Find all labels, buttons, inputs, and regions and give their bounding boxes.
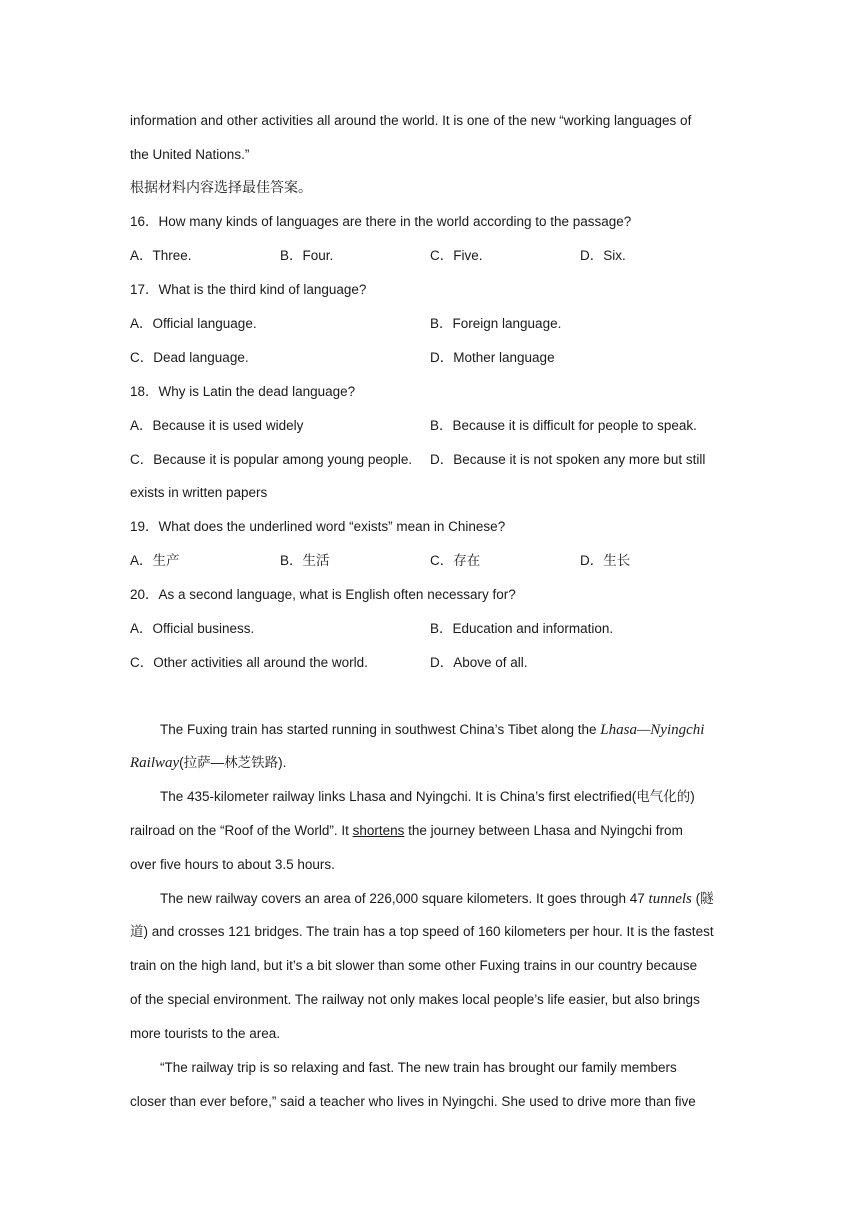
- q19-option-b: B．生活: [280, 553, 330, 568]
- passage-text: (隧: [691, 891, 714, 906]
- passage-p2-line-2: [130, 821, 683, 841]
- passage-text: the journey between Lhasa and Nyingchi from: [404, 823, 683, 838]
- question-19-stem: 19．What does the underlined word “exists” mean in Chinese?: [130, 519, 506, 534]
- q20-option-d: D．Above of all.: [430, 655, 528, 670]
- passage-p3-line-1: [160, 889, 714, 909]
- q16-option-c: C．Five.: [430, 248, 483, 263]
- passage-text: The new railway covers an area of 226,000 square kilometers. It goes through 47: [160, 891, 649, 906]
- passage-text: (拉萨—林芝铁路).: [179, 755, 287, 770]
- q20-option-b: B．Education and information.: [430, 621, 614, 636]
- passage-p3-line-2: 道) and crosses 121 bridges. The train has a top speed of 160 kilometers per hour. It is the fastest: [130, 924, 714, 939]
- q17-option-b: B．Foreign language.: [430, 316, 562, 331]
- passage-p4-line-2: closer than ever before,” said a teacher who lives in Nyingchi. She used to drive more than five: [130, 1094, 696, 1109]
- question-20-stem: 20．As a second language, what is English often necessary for?: [130, 587, 516, 602]
- instruction: 根据材料内容选择最佳答案。: [130, 180, 312, 196]
- passage-p3-line-3: train on the high land, but it’s a bit slower than some other Fuxing trains in our country because: [130, 958, 698, 973]
- q19-option-d: D．生长: [580, 553, 631, 568]
- passage-p2-line-3: over five hours to about 3.5 hours.: [130, 857, 335, 872]
- q20-option-a: A．Official business.: [130, 621, 255, 636]
- question-18-stem: 18．Why is Latin the dead language?: [130, 384, 356, 399]
- passage-text: railroad on the “Roof of the World”. It: [130, 823, 353, 838]
- q18-option-d: D．Because it is not spoken any more but still: [430, 452, 706, 467]
- q16-option-a: A．Three.: [130, 248, 192, 263]
- passage-p1-line-2: [130, 753, 286, 773]
- q18-option-d-continued: exists in written papers: [130, 485, 268, 500]
- passage-p3-line-4: of the special environment. The railway not only makes local people’s life easier, but also brings: [130, 992, 700, 1007]
- italic-term: tunnels: [648, 891, 692, 907]
- italic-term: Lhasa—Nyingchi: [600, 722, 705, 738]
- italic-term: Railway: [130, 755, 180, 771]
- passage-text: The Fuxing train has started running in southwest China’s Tibet along the: [160, 722, 601, 737]
- intro-line-2: the United Nations.”: [130, 147, 250, 162]
- passage-p2-line-1: The 435-kilometer railway links Lhasa and Nyingchi. It is China’s first electrified(电气化的): [160, 789, 695, 804]
- q16-option-b: B．Four.: [280, 248, 334, 263]
- passage-p1-line-1: [160, 720, 704, 740]
- q18-option-b: B．Because it is difficult for people to speak.: [430, 418, 697, 433]
- q19-option-c: C．存在: [430, 553, 481, 568]
- q16-option-d: D．Six.: [580, 248, 626, 263]
- q20-option-c: C．Other activities all around the world.: [130, 655, 368, 670]
- passage-p3-line-5: more tourists to the area.: [130, 1026, 281, 1041]
- q18-option-a: A．Because it is used widely: [130, 418, 304, 433]
- q17-option-c: C．Dead language.: [130, 350, 249, 365]
- passage-p4-line-1: “The railway trip is so relaxing and fast. The new train has brought our family members: [160, 1060, 677, 1075]
- underlined-word: shortens: [352, 823, 405, 838]
- question-16-stem: 16．How many kinds of languages are there in the world according to the passage?: [130, 214, 632, 229]
- q17-option-d: D．Mother language: [430, 350, 555, 365]
- q17-option-a: A．Official language.: [130, 316, 257, 331]
- q18-option-c: C．Because it is popular among young people.: [130, 452, 413, 467]
- intro-line-1: information and other activities all around the world. It is one of the new “working languages of: [130, 113, 692, 128]
- question-17-stem: 17．What is the third kind of language?: [130, 282, 367, 297]
- q19-option-a: A．生产: [130, 553, 180, 568]
